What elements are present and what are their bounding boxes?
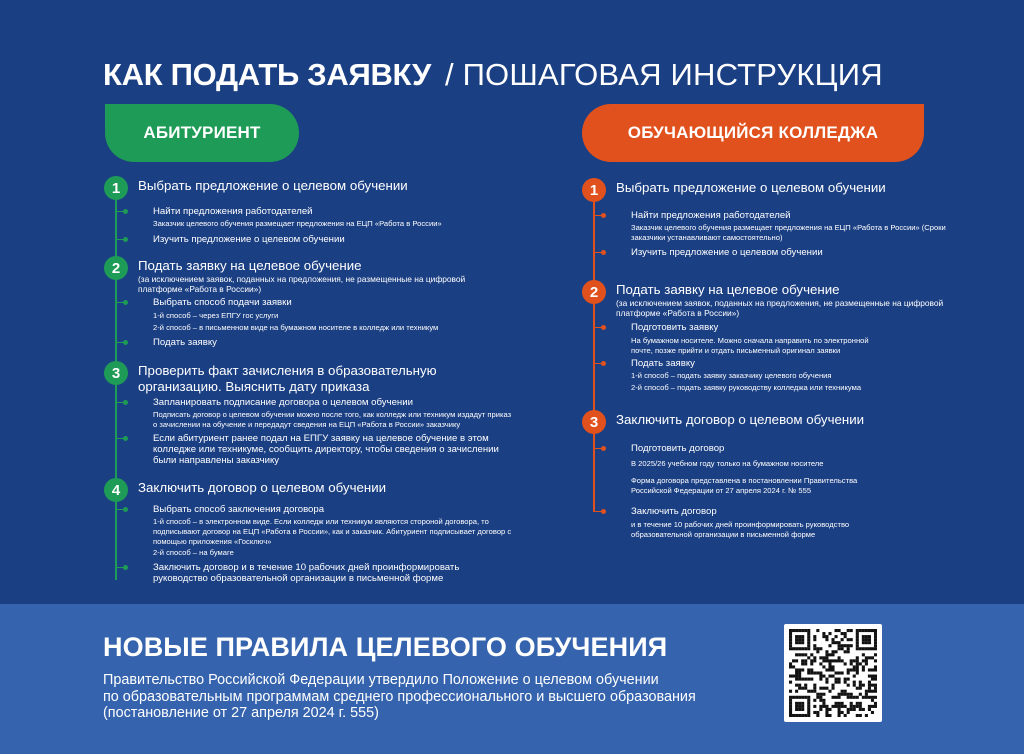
substep-title: Изучить предложение о целевом обучении [153,234,345,245]
title-light: / ПОШАГОВАЯ ИНСТРУКЦИЯ [444,57,883,92]
step-title: Проверить факт зачисления в образовательную [138,363,437,378]
footer-line: по образовательным программам среднего профессионального и высшего образования [103,688,696,705]
substep-desc: В 2025/26 учебном году только на бумажном носителе [631,459,824,468]
bullet-dot [123,209,128,214]
timeline-line [593,190,595,512]
step-note: (за исключением заявок, поданных на предложения, не размещенные на цифровой платформе «Работа в России») [138,274,466,294]
step-title: Заключить договор о целевом обучении [138,480,387,495]
step-number: 3 [104,361,128,385]
step-number: 2 [104,256,128,280]
step-title-line2: организацию. Выяснить дату приказа [138,379,370,394]
step-number: 4 [104,478,128,502]
substep-desc: 1-й способ – через ЕПГУ гос услуги [153,311,279,320]
page-title [103,56,1003,94]
footer-text [103,672,783,722]
bullet-dot [123,436,128,441]
substep-title: Выбрать способ подачи заявки [153,297,292,308]
bullet-dot [123,340,128,345]
qr-code-icon[interactable] [784,624,882,722]
footer-line: (постановление от 27 апреля 2024 г. 555) [103,705,379,721]
substep-desc: Заказчик целевого обучения размещает предложения на ЕЦП «Работа в России» [153,219,442,228]
substep-desc: На бумажном носителе. Можно сначала направить по электронной почте, позже прийти и отдать письменный оригинал заявки [631,336,869,355]
step-title: Заключить договор о целевом обучении [616,412,865,427]
bullet-dot [123,400,128,405]
substep-title: Найти предложения работодателей [153,206,313,217]
step-title: Выбрать предложение о целевом обучении [616,180,886,195]
applicant-badge: АБИТУРИЕНТ [105,104,299,162]
title-bold: КАК ПОДАТЬ ЗАЯВКУ [103,57,431,92]
substep-title: Изучить предложение о целевом обучении [631,247,823,258]
substep-title: Подготовить заявку [631,322,719,333]
substep-title: Заключить договор [631,506,717,517]
substep-desc: Подписать договор о целевом обучении можно после того, как колледж или техникум издадут приказ о зачислении на обучение и передадут сведения на ЕЦП «Работа в России» заказчику [153,410,512,429]
substep-desc: 2-й способ – подать заявку руководству колледжа или техникума [631,383,862,392]
step-number: 2 [582,280,606,304]
step-number: 1 [582,178,606,202]
substep-desc: Заказчик целевого обучения размещает предложения на ЕЦП «Работа в России» (Сроки заказчики устанавливают самостоятельно) [631,223,946,242]
step-title: Выбрать предложение о целевом обучении [138,178,408,193]
substep-desc: и в течение 10 рабочих дней проинформировать руководство образовательной организации в письменной форме [631,520,850,539]
bullet-dot [601,250,606,255]
footer-panel [0,604,1024,754]
substep-desc: 1-й способ – подать заявку заказчику целевого обучения [631,371,832,380]
bullet-dot [123,565,128,570]
step-note: (за исключением заявок, поданных на предложения, не размещенные на цифровой платформе «Работа в России») [616,298,944,318]
substep-title: Подготовить договор [631,443,725,454]
bullet-dot [123,237,128,242]
bullet-dot [601,509,606,514]
footer-line: Правительство Российской Федерации утвердило Положение о целевом обучении [103,672,659,688]
substep-title: Запланировать подписание договора о целевом обучении [153,397,413,408]
bullet-dot [601,325,606,330]
step-title: Подать заявку на целевое обучение [616,282,840,297]
step-number: 3 [582,410,606,434]
substep-title: Выбрать способ заключения договора [153,504,325,515]
substep-desc: 2-й способ – на бумаге [153,548,234,557]
college-student-badge: ОБУЧАЮЩИЙСЯ КОЛЛЕДЖА [582,104,924,162]
step-title: Подать заявку на целевое обучение [138,258,362,273]
bullet-dot [601,213,606,218]
substep-title: Найти предложения работодателей [631,210,791,221]
substep-desc: 2-й способ – в письменном виде на бумажном носителе в колледж или техникум [153,323,439,332]
bullet-dot [601,446,606,451]
substep-title: Если абитуриент ранее подал на ЕПГУ заявку на целевое обучение в этом колледже или техникуме, сообщить директору, чтобы сведения о зачислении были направлены заказчику [153,433,499,466]
substep-title: Заключить договор и в течение 10 рабочих дней проинформировать руководство образовательной организации в письменной форме [153,562,460,584]
bullet-dot [601,361,606,366]
bullet-dot [123,300,128,305]
substep-desc: 1-й способ – в электронном виде. Если колледж или техникум являются стороной договора, то подписывают договор на ЕЦП «Работа в России», как и заказчик. Абитуриент подписывает договор с помощью приложения «Госключ» [153,517,512,546]
step-number: 1 [104,176,128,200]
substep-title: Подать заявку [631,358,695,369]
footer-title: НОВЫЕ ПРАВИЛА ЦЕЛЕВОГО ОБУЧЕНИЯ [103,632,668,662]
bullet-dot [123,507,128,512]
substep-desc: Форма договора представлена в постановлении Правительства Российской Федерации от 27 апреля 2024 г. № 555 [631,476,858,495]
substep-title: Подать заявку [153,337,217,348]
qr-code-graphic [789,629,877,717]
